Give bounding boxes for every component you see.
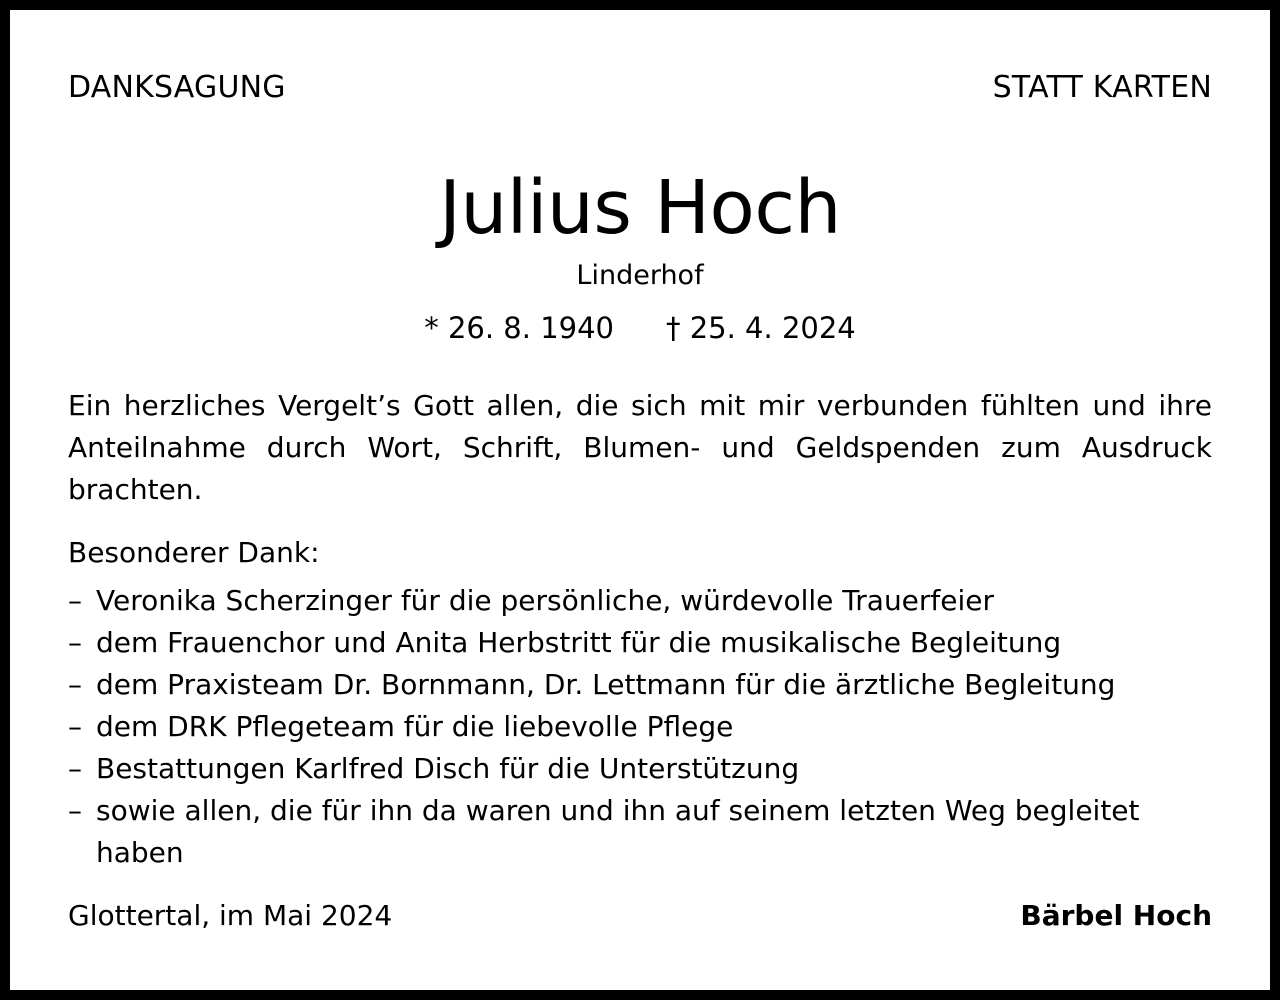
dash-mark: – [68, 710, 82, 743]
dash-mark: – [68, 668, 82, 701]
deceased-place: Linderhof [576, 260, 704, 291]
dash-mark: – [68, 794, 82, 827]
list-item-text: Veronika Scherzinger für die persönliche, würdevolle Trauerfeier [96, 584, 995, 617]
list-item [68, 748, 1212, 790]
intro-paragraph: Ein herzliches Vergelt’s Gott allen, die sich mit mir verbunden fühlten und ihre Anteilnahme durch Wort, Schrift, Blumen- und Geldspenden zum Ausdruck brachten. [68, 389, 1212, 506]
list-item-text: sowie allen, die für ihn da waren und ihn auf seinem letzten Weg begleitet haben [96, 794, 1140, 869]
dash-mark: – [68, 584, 82, 617]
death-date: † 25. 4. 2024 [666, 311, 856, 345]
list-item [68, 790, 1212, 874]
dash-mark: – [68, 626, 82, 659]
list-item [68, 622, 1212, 664]
list-item [68, 664, 1212, 706]
list-item-text: dem DRK Pflegeteam für die liebevolle Pflege [96, 710, 734, 743]
life-dates [10, 308, 1270, 348]
list-item [68, 580, 1212, 622]
signature: Bärbel Hoch [1020, 899, 1212, 932]
deceased-name: Julius Hoch [439, 165, 841, 251]
birth-date: * 26. 8. 1940 [424, 311, 614, 345]
place-and-date: Glottertal, im Mai 2024 [68, 899, 393, 932]
thanks-list [68, 580, 1212, 874]
dash-mark: – [68, 752, 82, 785]
list-item-text: dem Praxisteam Dr. Bornmann, Dr. Lettmann für die ärztliche Begleitung [96, 668, 1116, 701]
list-item [68, 706, 1212, 748]
thanks-heading: Besonderer Dank: [68, 536, 320, 569]
list-item-text: Bestattungen Karlfred Disch für die Unterstützung [96, 752, 800, 785]
header-thanksgiving-label: DANKSAGUNG [68, 70, 286, 105]
header-instead-of-cards-label: STATT KARTEN [992, 70, 1212, 105]
list-item-text: dem Frauenchor und Anita Herbstritt für die musikalische Begleitung [96, 626, 1062, 659]
